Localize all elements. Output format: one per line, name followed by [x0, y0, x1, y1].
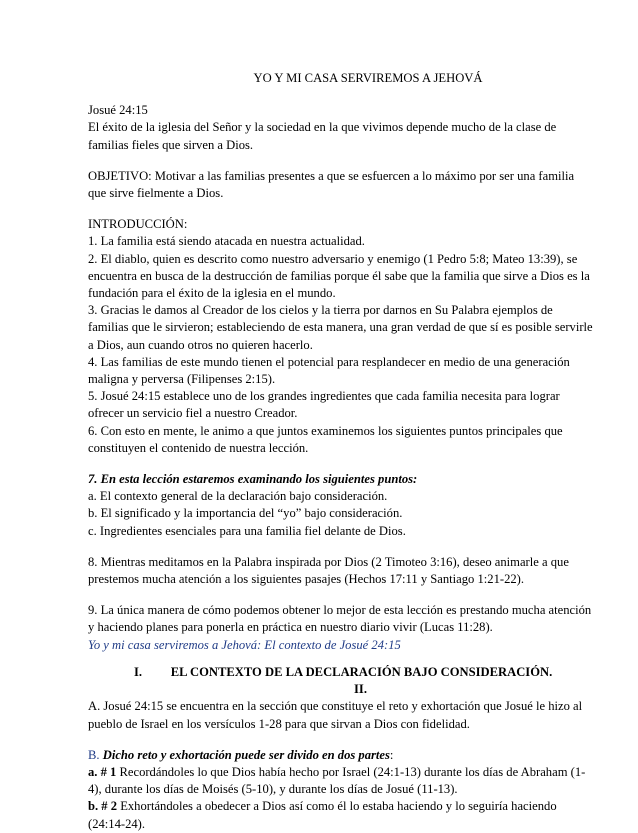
section-1-paragraph-a: A. Josué 24:15 se encuentra en la sección que constituye el reto y exhortación que Josué le hizo al pueblo de Israel en los versículos 1-28 para que sirvan a Dios con fidelidad.	[88, 699, 583, 731]
document-title: YO Y MI CASA SERVIREMOS A JEHOVÁ	[253, 71, 483, 85]
paragraph-b-heading: Dicho reto y exhortación puede ser divido en dos partes	[102, 747, 390, 762]
section-1-title: EL CONTEXTO DE LA DECLARACIÓN BAJO CONSIDERACIÓN.	[170, 664, 553, 679]
paragraph-b-colon: :	[389, 747, 394, 762]
item-text: Exhortándoles a obedecer a Dios así como él lo estaba haciendo y lo seguiría haciendo (24:14-24).	[88, 799, 557, 831]
lesson-point-item: b. El significado y la importancia del “yo” bajo consideración.	[88, 506, 403, 521]
section-1-heading	[88, 664, 593, 681]
document-page	[88, 70, 593, 833]
intro-text: El éxito de la iglesia del Señor y la sociedad en la que vivimos depende mucho de la clase de familias fieles que sirven a Dios.	[88, 120, 557, 152]
point-9-subtitle: Yo y mi casa serviremos a Jehová: El contexto de Josué 24:15	[88, 637, 401, 652]
point-8-paragraph: 8. Mientras meditamos en la Palabra inspirada por Dios (2 Timoteo 3:16), deseo animarle a que prestemos mucha atención a los siguientes pasajes (Hechos 17:11 y Santiago 1:21-22).	[88, 554, 569, 587]
introduction-item: 4. Las familias de este mundo tienen el potencial para resplandecer en medio de una generación maligna y perversa (Filipenses 2:15).	[88, 354, 570, 387]
introduction-item: 5. Josué 24:15 establece uno de los grandes ingredientes que cada familia necesita para lograr ofrecer un servicio fiel a nuestro Creador.	[88, 389, 560, 421]
point-9-paragraph: 9. La única manera de cómo podemos obtener lo mejor de esta lección es prestando mucha atención y haciendo planes para ponerla en práctica en nuestro diario vivir (Lucas 11:28).	[88, 603, 592, 635]
introduction-heading: INTRODUCCIÓN:	[88, 217, 188, 232]
item-label: a. # 1	[88, 764, 117, 779]
section-1-item	[88, 798, 593, 832]
item-label: b. # 2	[88, 799, 118, 814]
section-1-paragraph-b	[88, 747, 593, 764]
scripture-reference: Josué 24:15	[88, 103, 148, 118]
lesson-point-item: a. El contexto general de la declaración bajo consideración.	[88, 489, 388, 504]
introduction-item: 3. Gracias le damos al Creador de los cielos y la tierra por darnos en Su Palabra ejemplos de familias que le sirvieron; estableciendo de esta manera, una gran verdad de que sí es posible servirle a Dios, aun cuando otros no quieren hacerlo.	[88, 303, 593, 352]
lesson-points-heading: 7. En esta lección estaremos examinando los siguientes puntos:	[88, 472, 418, 487]
introduction-item: 1. La familia está siendo atacada en nuestra actualidad.	[88, 234, 365, 249]
section-1-item	[88, 764, 593, 798]
lesson-point-item: c. Ingredientes esenciales para una familia fiel delante de Dios.	[88, 523, 406, 538]
paragraph-b-label: B.	[88, 747, 100, 762]
section-1-number: I.	[134, 664, 143, 679]
item-text: Recordándoles lo que Dios había hecho por Israel (24:1-13) durante los días de Abraham (1-4), durante los días de Moisés (5-10), y durante los días de Josué (11-13).	[88, 764, 586, 797]
section-2-number: II.	[354, 682, 367, 697]
introduction-item: 2. El diablo, quien es descrito como nuestro adversario y enemigo (1 Pedro 5:8; Mateo 13:39), se encuentra en busca de la destrucción de familias porque él sabe que la familia que sirve a Dios es la fundación para el éxito de la iglesia en el mundo.	[88, 251, 590, 301]
introduction-item: 6. Con esto en mente, le animo a que juntos examinemos los siguientes puntos principales que constituyen el contenido de nuestra lección.	[88, 423, 563, 455]
objective-paragraph: OBJETIVO: Motivar a las familias presentes a que se esfuercen a lo máximo por ser una familia que sirve fielmente a Dios.	[88, 168, 575, 201]
